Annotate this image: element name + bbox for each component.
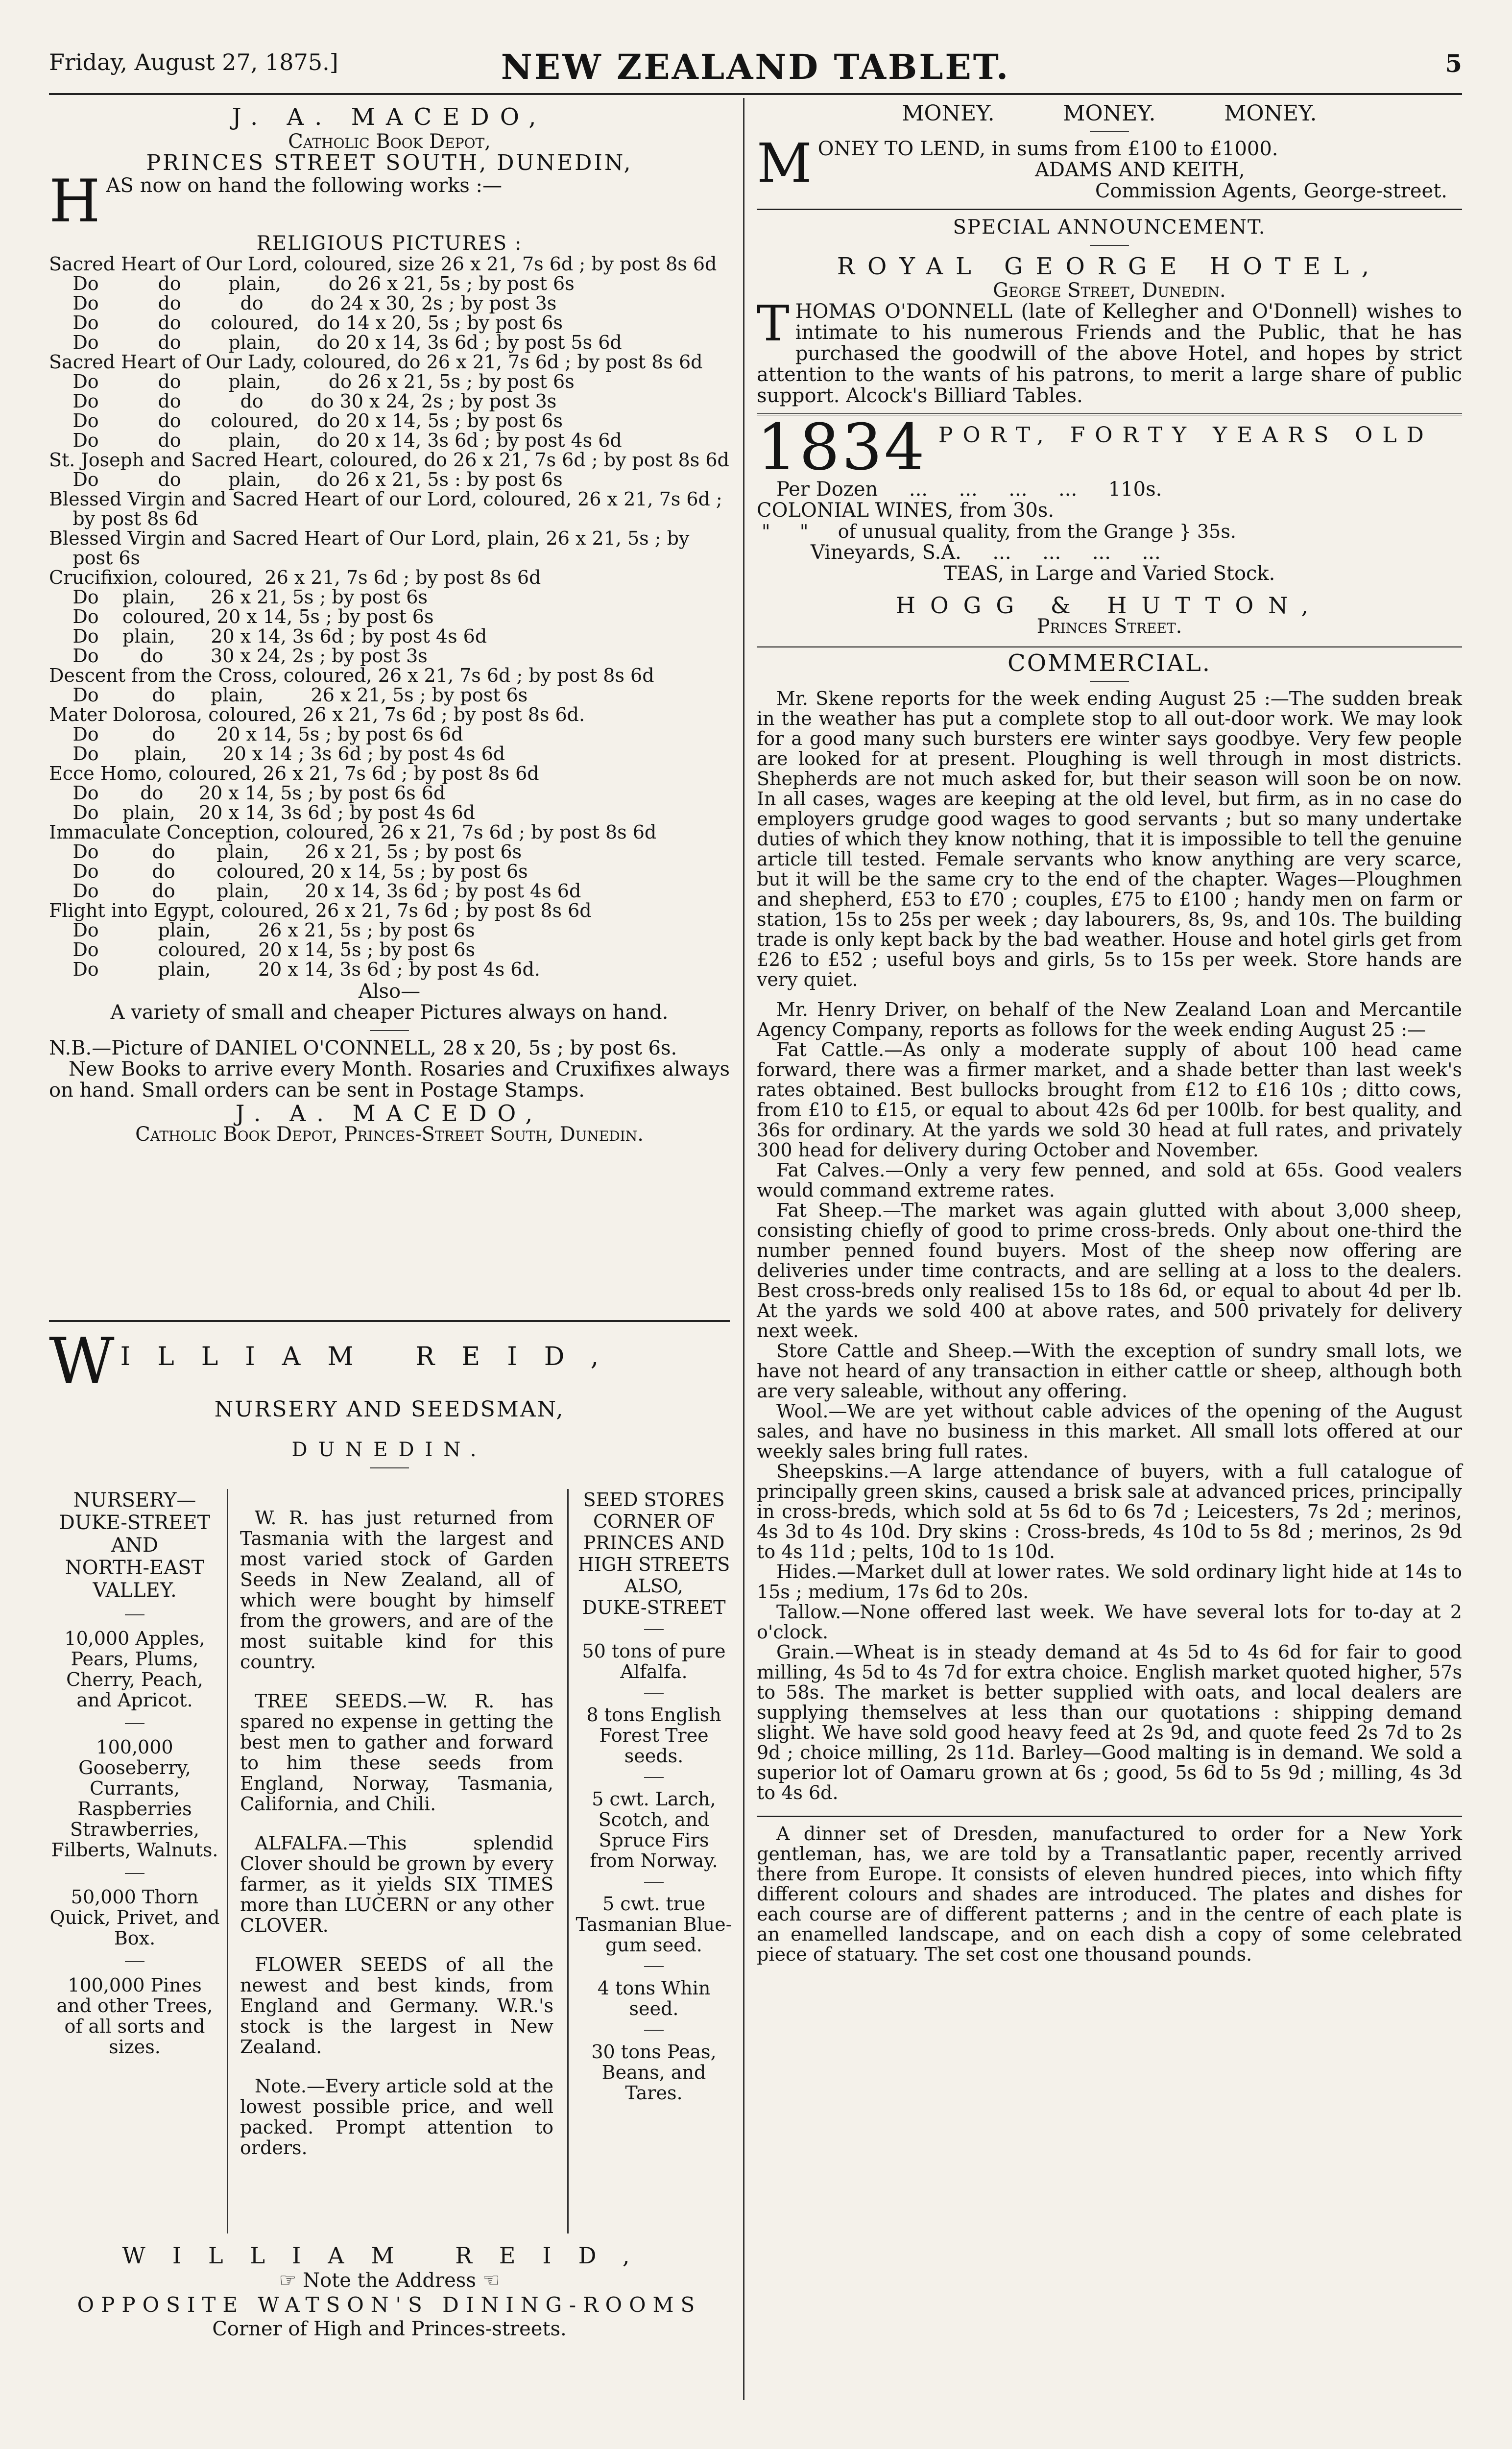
port-title: PORT, FORTY YEARS OLD — [938, 423, 1434, 448]
nursery-item: 50,000 Thorn Quick, Privet, and Box. — [49, 1886, 220, 1949]
picture-item: Do plain, 26 x 21, 5s ; by post 6s — [49, 919, 475, 941]
year-1834: 1834 — [757, 410, 927, 484]
nursery-items — [49, 1614, 220, 2057]
reid-footer-opposite: OPPOSITE WATSON'S DINING-ROOMS — [77, 2293, 702, 2317]
reid-footer — [49, 2241, 730, 2340]
separator — [644, 1693, 664, 1694]
right-column — [757, 103, 1462, 1965]
picture-item: Do do plain, do 20 x 14, 3s 6d ; by post 4s 6d — [49, 430, 622, 451]
reid-name: ILLIAM REID, — [120, 1342, 626, 1371]
separator — [644, 2030, 664, 2031]
macedo-also: Also— — [358, 980, 421, 1003]
reid-main-column — [240, 1489, 553, 2171]
box-divider — [567, 1489, 569, 2233]
commercial-paragraph: Fat Cattle.—As only a moderate supply of about 100 head came forward, there was a firmer market, and a shade better than last week's rates obtained. Best bullocks brought from £12 to £16 10s ; ditto cows, from £10 to £15, or equal to about 42s 6d per 100lb. for best quality, and 36s for ordinary. At the yards we sold 30 head at full rates, and privately 300 head for delivery during October and November. — [757, 1039, 1462, 1161]
picture-item: Do do coloured, 20 x 14, 5s ; by post 6s — [49, 861, 528, 882]
grange-wines: " " of unusual quality, from the Grange } 35s. — [762, 521, 1236, 542]
picture-item: Do plain, 20 x 14, 3s 6d ; by post 4s 6d. — [49, 959, 540, 980]
picture-item: Do do plain, do 26 x 21, 5s ; by post 6s — [49, 371, 575, 392]
macedo-heading: RELIGIOUS PICTURES : — [256, 232, 523, 255]
picture-item: Do do 20 x 14, 5s ; by post 6s 6d — [49, 782, 446, 804]
macedo-intro: AS now on hand the following works :— — [106, 174, 502, 197]
picture-item: Do do do do 24 x 30, 2s ; by post 3s — [49, 292, 557, 314]
macedo-name: J. A. MACEDO, — [232, 103, 547, 131]
stores-item: 5 cwt. true Tasmanian Blue-gum seed. — [576, 1893, 732, 1956]
picture-item: Blessed Virgin and Sacred Heart of Our Lord, plain, 26 x 21, 5s ; by — [49, 528, 690, 549]
separator — [1090, 245, 1129, 246]
page-header — [49, 47, 1462, 86]
colonial-wines: COLONIAL WINES, from 30s. — [757, 499, 1055, 522]
stores-heading-line: HIGH STREETS — [577, 1554, 730, 1575]
firm-street: Princes Street. — [1036, 615, 1182, 638]
picture-item: Do coloured, 20 x 14, 5s ; by post 6s — [49, 939, 476, 960]
separator — [125, 1614, 144, 1615]
nursery-item: 10,000 Apples, Pears, Plums, Cherry, Peach, and Apricot. — [64, 1628, 205, 1711]
reid-paragraph: FLOWER SEEDS of all the newest and best kinds, from England and Germany. W.R.'s stock is the largest in New Zealand. — [240, 1954, 553, 2058]
reid-footer-note: Note the Address — [303, 2269, 476, 2292]
stores-heading — [576, 1489, 732, 1618]
commercial-paragraph: Fat Calves.—Only a very few penned, and sold at 65s. Good vealers would command extreme rates. — [757, 1159, 1462, 1201]
separator — [125, 1723, 144, 1724]
picture-item: Descent from the Cross, coloured, 26 x 21, 7s 6d ; by post 8s 6d — [49, 665, 654, 686]
separator — [644, 1882, 664, 1883]
macedo-sign-name: J. A. MACEDO, — [235, 1100, 544, 1127]
separator — [1090, 681, 1129, 682]
separator — [644, 1629, 664, 1630]
reid-stores-column — [576, 1489, 732, 2103]
drop-cap: H — [49, 168, 100, 236]
reid-trade: NURSERY AND SEEDSMAN, — [214, 1397, 565, 1422]
stores-heading-line: DUKE-STREET — [582, 1597, 726, 1618]
reid-advert — [49, 1324, 730, 1475]
reid-paragraph: TREE SEEDS.—W. R. has spared no expense in getting the best men to gather and forward to him these seeds from England, Norway, Tasmania, California, and Chili. — [240, 1690, 553, 1815]
commercial-paragraph: Wool.—We are yet without cable advices of the opening of the August sales, and have no business in this market. All small lots offered at our weekly sales bring full rates. — [757, 1400, 1462, 1462]
reid-town: DUNEDIN. — [291, 1439, 487, 1461]
separator — [370, 1467, 409, 1468]
nursery-item: 100,000 Gooseberry, Currants, Raspberries Strawberries, Filberts, Walnuts. — [51, 1736, 218, 1861]
hotel-address: George Street, Dunedin. — [993, 279, 1226, 302]
stores-items — [576, 1629, 732, 2103]
pictures-list — [49, 254, 730, 979]
picture-item: Mater Dolorosa, coloured, 26 x 21, 7s 6d ; by post 8s 6d. — [49, 704, 585, 725]
stores-item: 5 cwt. Larch, Scotch, and Spruce Firs from Norway. — [590, 1788, 718, 1872]
picture-item: Do do do do 30 x 24, 2s ; by post 3s — [49, 390, 557, 412]
reid-nursery-column — [49, 1489, 220, 2057]
macedo-sign-addr: Catholic Book Depot, Princes-Street South, Dunedin. — [135, 1123, 644, 1146]
picture-item: Do do plain, 26 x 21, 5s ; by post 6s — [49, 684, 528, 706]
macedo-books: New Books to arrive every Month. Rosaries and Cruxifixes always on hand. Small orders can be sent in Postage Stamps. — [49, 1058, 730, 1102]
reid-paragraph: W. R. has just returned from Tasmania with the largest and most varied stock of Garden Seeds in New Zealand, all of which were bought by himself from the growers, and are of the most suitable kind for this country. — [240, 1507, 553, 1673]
macedo-depot: Catholic Book Depot, — [288, 130, 491, 153]
picture-item: Sacred Heart of Our Lady, coloured, do 26 x 21, 7s 6d ; by post 8s 6d — [49, 351, 703, 373]
separator — [644, 1777, 664, 1778]
picture-item: Do plain, 20 x 14 ; 3s 6d ; by post 4s 6d — [49, 743, 505, 765]
teas: TEAS, in Large and Varied Stock. — [943, 562, 1275, 585]
picture-item: by post 8s 6d — [49, 508, 198, 529]
picture-item: Do do plain, 20 x 14, 3s 6d ; by post 4s 6d — [49, 880, 581, 902]
nursery-heading-line: NURSERY— — [73, 1489, 196, 1512]
picture-item: Do do plain, 26 x 21, 5s ; by post 6s — [49, 841, 522, 863]
picture-item: Do do plain, do 20 x 14, 3s 6d ; by post 5s 6d — [49, 332, 622, 353]
picture-item: post 6s — [49, 547, 141, 569]
stores-heading-line: ALSO, — [624, 1575, 683, 1597]
firm-name: HOGG & HUTTON, — [895, 592, 1323, 619]
stores-item: 8 tons English Forest Tree seeds. — [586, 1704, 721, 1767]
nursery-heading-line: NORTH-EAST — [65, 1557, 205, 1579]
separator — [125, 1873, 144, 1874]
commercial-paragraph: Mr. Skene reports for the week ending August 25 :—The sudden break in the weather has put a complete stop to all out-door work. We may look for a good many such bursters ere winter says goodbye. Very few people are looked for at present. Ploughing is well through in most districts. Shepherds are not much asked for, but their season will soon be on now. In all cases, wages are keeping at the old level, but firm, as in no case do employers grudge good wages to good servants ; but so many undertake duties of which they know nothing, that it is impossible to tell the genuine article till tested. Female servants who know anything are very scarce, but it will be the same cry to the end of the chapter. Wages—Ploughmen and shepherd, £53 to £70 ; couples, £75 to £100 ; handy men on farm or station, 15s to 25s per week ; day labourers, 8s, 9s, and 10s. The building trade is only kept back by the bad weather. House and hotel girls get from £26 to £52 ; useful boys and girls, 5s to 15s per week. Store hands are very quiet. — [757, 688, 1462, 990]
reid-paragraph: Note.—Every article sold at the lowest possible price, and well packed. Prompt attention to orders. — [240, 2075, 553, 2159]
macedo-street: PRINCES STREET SOUTH, DUNEDIN, — [146, 150, 633, 175]
nursery-heading-line: VALLEY. — [93, 1579, 177, 1602]
picture-item: Crucifixion, coloured, 26 x 21, 7s 6d ; by post 8s 6d — [49, 567, 541, 588]
masthead-title: NEW ZEALAND TABLET. — [501, 47, 1010, 87]
nursery-heading-line: DUKE-STREET — [59, 1512, 211, 1534]
picture-item: Ecce Homo, coloured, 26 x 21, 7s 6d ; by post 8s 6d — [49, 763, 539, 784]
nursery-heading — [49, 1489, 220, 1602]
picture-item: Do do plain, do 26 x 21, 5s : by post 6s — [49, 469, 563, 490]
page-number: 5 — [1445, 49, 1462, 78]
picture-item: Blessed Virgin and Sacred Heart of our Lord, coloured, 26 x 21, 7s 6d ; — [49, 488, 722, 510]
nursery-heading-line: AND — [111, 1534, 158, 1557]
stores-item: 4 tons Whin seed. — [597, 1977, 711, 2019]
commercial-paragraph: Grain.—Wheat is in steady demand at 4s 5d to 4s 6d for fair to good milling, 4s 5d to 4s 7d for extra choice. English market quoted higher, 57s to 58s. The market is better supplied with oats, and local dealers are supplying themselves at less than our quotations : shipping demand slight. We have sold good heavy feed at 2s 9d, and quote feed 2s 7d to 2s 9d ; choice milling, 2s 11d. Barley—Good malting is in demand. We sold a superior lot of Oamaru grown at 6s ; good, 5s 6d to 5s 9d ; milling, 4s 3d to 4s 6d. — [757, 1641, 1462, 1803]
stores-heading-line: SEED STORES — [583, 1489, 725, 1511]
commercial-paragraph: Sheepskins.—A large attendance of buyers, with a full catalogue of principally green skins, caused a brisk sale at advanced prices, principally in cross-breds, which sold at 5s 6d to 6s 7d ; Leicesters, 7s 2d ; merinos, 4s 3d to 4s 10d. Dry skins : Cross-breds, 4s 10d to 5s 8d ; merinos, 2s 9d to 4s 11d ; pelts, 10d to 1s 10d. — [757, 1461, 1462, 1562]
picture-item: Immaculate Conception, coloured, 26 x 21, 7s 6d ; by post 8s 6d — [49, 821, 657, 843]
reid-footer-corner: Corner of High and Princes-streets. — [212, 2318, 567, 2340]
commercial-paragraph: Store Cattle and Sheep.—With the exception of sundry small lots, we have not heard of any transaction in either cattle or sheep, although both are very saleable, without any offering. — [757, 1340, 1462, 1402]
drop-cap: T — [757, 295, 790, 352]
pointing-hand-icon: ☜ — [476, 2269, 500, 2292]
macedo-nb: N.B.—Picture of DANIEL O'CONNELL, 28 x 20, 5s ; by post 6s. — [49, 1037, 677, 1059]
issue-date: Friday, August 27, 1875.] — [49, 49, 338, 75]
separator — [644, 1966, 664, 1967]
box-divider — [227, 1489, 228, 2233]
dresden-article: A dinner set of Dresden, manufactured to order for a New York gentleman, has, we are told by a Transatlantic paper, recently arrived there from Europe. It consists of eleven hundred pieces, into which fifty different colours and shades are introduced. The plates and dishes for each course are of different patterns ; and in the centre of each plate is an enamelled landscape, and on each dish a copy of some celebrated piece of statuary. The set cost one thousand pounds. — [757, 1823, 1462, 1965]
vineyards: Vineyards, S.A. ... ... ... ... — [811, 541, 1161, 564]
drop-cap: W — [49, 1324, 115, 1398]
stores-heading-line: CORNER OF — [593, 1511, 715, 1532]
hotel-body: HOMAS O'DONNELL (late of Kellegher and O'Donnell) wishes to intimate to his numerous Friends and the Public, that he has purchased the goodwill of the above Hotel, and hopes by strict attention to the wants of his patrons, to merit a large share of public support. Alcock's Billiard Tables. — [757, 300, 1462, 407]
commercial-paragraph: Fat Sheep.—The market was again glutted with about 3,000 sheep, consisting chiefly of good to prime cross-breds. Only about one-third the number penned found buyers. Most of the sheep now offering are deliveries under time contracts, and are selling at a loss to the dealers. Best cross-breds only realised 15s to 18s 6d, or equal to about 4d per lb. At the yards we sold 400 at above rates, and 500 privately for delivery next week. — [757, 1200, 1462, 1342]
picture-item: Do do 30 x 24, 2s ; by post 3s — [49, 645, 428, 667]
header-rule — [49, 93, 1462, 95]
commercial-heading: COMMERCIAL. — [1007, 649, 1212, 677]
picture-item: Do coloured, 20 x 14, 5s ; by post 6s — [49, 606, 434, 627]
picture-item: Do do 20 x 14, 5s ; by post 6s 6d — [49, 723, 463, 745]
reid-paragraph: ALFALFA.—This splendid Clover should be grown by every farmer, as it yields SIX TIMES more than LUCERN or any other CLOVER. — [240, 1832, 553, 1936]
picture-item: St. Joseph and Sacred Heart, coloured, do 26 x 21, 7s 6d ; by post 8s 6d — [49, 449, 729, 471]
separator — [1090, 131, 1129, 132]
commercial-paragraph: Mr. Henry Driver, on behalf of the New Zealand Loan and Mercantile Agency Company, reports as follows for the week ending August 25 :— — [757, 999, 1462, 1040]
nursery-item: 100,000 Pines and other Trees, of all sorts and sizes. — [56, 1974, 213, 2058]
separator — [370, 1030, 409, 1031]
pointing-hand-icon: ☞ — [279, 2269, 303, 2292]
picture-item: Do do coloured, do 14 x 20, 5s ; by post 6s — [49, 312, 563, 334]
money-line3: Commission Agents, George-street. — [1095, 180, 1447, 202]
picture-item: Do do plain, do 26 x 21, 5s ; by post 6s — [49, 273, 575, 294]
reid-footer-name: WILLIAM REID, — [122, 2242, 657, 2269]
stores-item: 30 tons Peas, Beans, and Tares. — [591, 2041, 717, 2104]
macedo-advert — [49, 103, 730, 1145]
stores-item: 50 tons of pure Alfalfa. — [582, 1640, 726, 1682]
column-divider — [743, 98, 744, 2400]
money-line1: ONEY TO LEND, in sums from £100 to £1000. — [817, 138, 1278, 160]
picture-item: Do do coloured, do 20 x 14, 5s ; by post 6s — [49, 410, 563, 432]
separator — [125, 1961, 144, 1962]
drop-cap: M — [757, 132, 812, 194]
stores-heading-line: PRINCES AND — [583, 1532, 725, 1554]
commercial-report — [757, 689, 1462, 1803]
commercial-paragraph: Tallow.—None offered last week. We have several lots for to-day at 2 o'clock. — [757, 1601, 1462, 1643]
section-rule — [49, 1320, 730, 1322]
special-heading: SPECIAL ANNOUNCEMENT. — [953, 216, 1266, 239]
picture-item: Sacred Heart of Our Lord, coloured, size 26 x 21, 7s 6d ; by post 8s 6d — [49, 253, 717, 275]
macedo-variety: A variety of small and cheaper Pictures always on hand. — [110, 1001, 669, 1024]
picture-item: Do plain, 26 x 21, 5s ; by post 6s — [49, 586, 428, 608]
picture-item: Flight into Egypt, coloured, 26 x 21, 7s 6d ; by post 8s 6d — [49, 900, 592, 921]
picture-item: Do plain, 20 x 14, 3s 6d ; by post 4s 6d — [49, 802, 475, 823]
money-line2: ADAMS AND KEITH, — [1034, 159, 1245, 181]
port-dozen: Per Dozen ... ... ... ... 110s. — [776, 478, 1162, 501]
picture-item: Do plain, 20 x 14, 3s 6d ; by post 4s 6d — [49, 625, 487, 647]
hotel-name: ROYAL GEORGE HOTEL, — [837, 253, 1382, 280]
commercial-paragraph: Hides.—Market dull at lower rates. We sold ordinary light hide at 14s to 15s ; medium, 17s 6d to 20s. — [757, 1561, 1462, 1603]
money-heading: MONEY. MONEY. MONEY. — [902, 101, 1317, 126]
